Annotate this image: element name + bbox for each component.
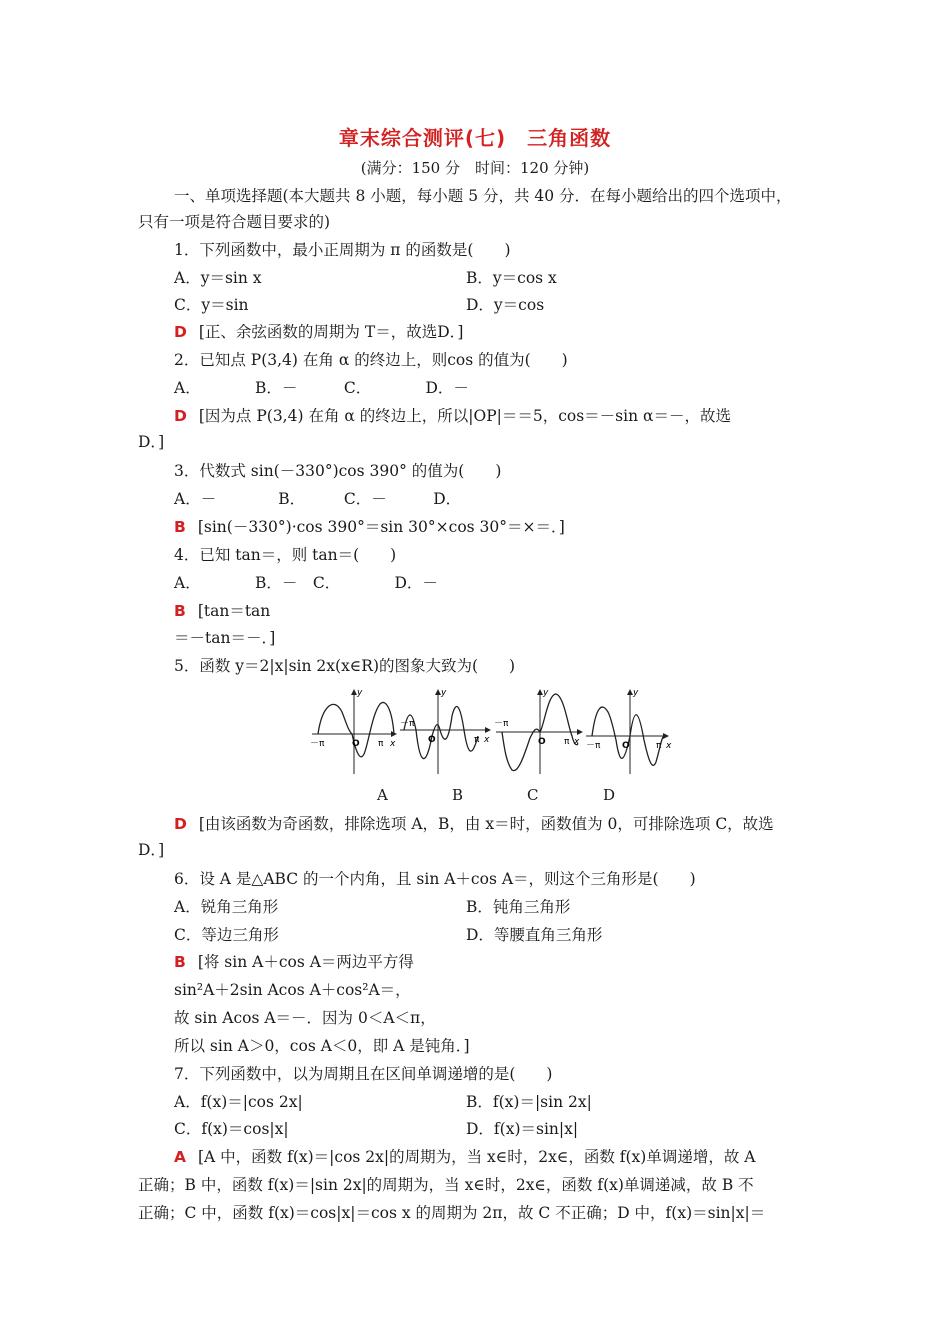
q4-answer	[174, 601, 270, 621]
q1-stem: 1．下列函数中，最小正周期为 π 的函数是( )	[174, 241, 511, 259]
q5-answer-letter: D	[174, 815, 187, 833]
q5-b-y-label: y	[441, 688, 447, 698]
q6-option-c: C．等边三角形	[174, 926, 279, 944]
q5-answer	[174, 814, 774, 834]
doc-subtitle: (满分：150 分 时间：120 分钟)	[360, 159, 590, 177]
q4-explanation: [tan＝tan	[197, 602, 271, 620]
q5-graph-c	[494, 688, 582, 774]
q5-a-pi-label: π	[378, 739, 384, 749]
q5-b-neg-pi-label: －π	[400, 719, 415, 729]
q5-a-neg-pi-label: －π	[310, 739, 325, 749]
q6-option-a: A．锐角三角形	[174, 898, 279, 916]
q5-graph-options-figure	[308, 686, 680, 776]
q5-caption-c: C	[527, 786, 539, 804]
q7-option-c: C．f(x)＝cos|x|	[174, 1120, 289, 1138]
q7-answer	[174, 1147, 755, 1167]
q5-c-pi-label: π	[564, 737, 570, 747]
q7-explanation-line3: 正确；C 中，函数 f(x)＝cos|x|＝cos x 的周期为 2π，故 C 不正确；D 中，f(x)＝sin|x|＝	[138, 1204, 766, 1222]
q4-stem: 4．已知 tan＝，则 tan＝( )	[174, 546, 397, 564]
q6-explanation-line3: 故 sin Acos A＝－．因为 0＜A＜π，	[174, 1009, 436, 1027]
q3-answer	[174, 517, 565, 537]
q7-option-a: A．f(x)＝|cos 2x|	[174, 1093, 303, 1111]
q6-explanation: [将 sin A＋cos A＝两边平方得	[197, 953, 414, 971]
q1-answer	[174, 322, 463, 342]
q1-explanation: [正、余弦函数的周期为 T＝，故选D．]	[198, 323, 464, 341]
q1-answer-letter: D	[174, 323, 187, 341]
q7-answer-letter: A	[174, 1148, 186, 1166]
q1-option-c: C．y＝sin	[174, 296, 249, 314]
q6-explanation-line4: 所以 sin A＞0，cos A＜0，即 A 是钝角．]	[174, 1037, 470, 1055]
q2-explanation-cont: D．]	[138, 433, 165, 451]
q5-graph-a	[310, 688, 396, 774]
q6-option-d: D．等腰直角三角形	[466, 926, 603, 944]
q1-option-b: B．y＝cos x	[466, 269, 557, 287]
q7-option-d: D．f(x)＝sin|x|	[466, 1120, 579, 1138]
q6-answer	[174, 952, 414, 972]
q1-option-a: A．y＝sin x	[174, 269, 262, 287]
q5-explanation-cont: D．]	[138, 841, 165, 859]
q3-answer-letter: B	[174, 518, 186, 536]
q5-b-x-label: x	[484, 735, 490, 745]
q2-answer	[174, 406, 731, 426]
q5-d-origin-label: O	[622, 741, 630, 751]
q5-c-x-label: x	[574, 737, 580, 747]
q4-explanation-cont: ＝－tan＝－．]	[174, 629, 276, 647]
q2-answer-letter: D	[174, 407, 187, 425]
q5-stem: 5．函数 y＝2|x|sin 2x(x∈R)的图象大致为( )	[174, 657, 516, 675]
q2-explanation: [因为点 P(3,4) 在角 α 的终边上，所以|OP|＝＝5，cos＝－sin α＝－，故选	[198, 407, 731, 425]
q5-c-origin-label: O	[538, 737, 546, 747]
q1-option-d: D．y＝cos	[466, 296, 545, 314]
q2-stem: 2．已知点 P(3,4) 在角 α 的终边上，则cos 的值为( )	[174, 351, 568, 369]
q6-stem: 6．设 A 是△ABC 的一个内角，且 sin A＋cos A＝，则这个三角形是( )	[174, 870, 696, 888]
q5-graph-d	[586, 688, 672, 774]
doc-title: 章末综合测评(七) 三角函数	[338, 126, 612, 150]
q7-stem: 7．下列函数中，以为周期且在区间单调递增的是( )	[174, 1065, 553, 1083]
q6-answer-letter: B	[174, 953, 186, 971]
q4-options: A． B．－ C． D．－	[174, 574, 438, 592]
q5-a-x-label: x	[390, 739, 396, 749]
q3-options: A．－ B． C．－ D．	[174, 490, 462, 508]
q5-c-y-label: y	[543, 688, 549, 698]
q7-explanation-line2: 正确；B 中，函数 f(x)＝|sin 2x|的周期为，当 x∈时，2x∈，函数 f(x)单调递减，故 B 不	[138, 1176, 754, 1194]
q5-d-neg-pi-label: －π	[586, 741, 601, 751]
q6-explanation-line2: sin²A＋2sin Acos A＋cos²A＝，	[174, 981, 411, 999]
q3-stem: 3．代数式 sin(－330°)cos 390° 的值为( )	[174, 462, 502, 480]
section-heading-line2: 只有一项是符合题目要求的)	[138, 213, 331, 231]
q5-b-pi-label: π	[474, 735, 480, 745]
q7-option-b: B．f(x)＝|sin 2x|	[466, 1093, 592, 1111]
q5-d-x-label: x	[666, 741, 672, 751]
q2-options: A． B．－ C． D．－	[174, 379, 469, 397]
q5-explanation: [由该函数为奇函数，排除选项 A，B，由 x＝时，函数值为 0，可排除选项 C，故选	[198, 815, 774, 833]
q7-explanation: [A 中，函数 f(x)＝|cos 2x|的周期为，当 x∈时，2x∈，函数 f(x)单调递增，故 A	[198, 1148, 756, 1166]
q5-caption-a: A	[377, 786, 388, 804]
q3-explanation: [sin(－330°)·cos 390°＝sin 30°×cos 30°＝×＝．]	[197, 518, 565, 536]
q4-answer-letter: B	[174, 602, 186, 620]
q6-option-b: B．钝角三角形	[466, 898, 571, 916]
q5-d-pi-label: π	[656, 741, 662, 751]
q5-b-origin-label: O	[428, 735, 436, 745]
q5-graph-b	[400, 688, 490, 774]
q5-caption-d: D	[603, 786, 616, 804]
q5-c-neg-pi-label: －π	[494, 719, 509, 729]
q5-d-y-label: y	[633, 688, 639, 698]
q5-caption-b: B	[452, 786, 464, 804]
q5-a-y-label: y	[357, 688, 363, 698]
q5-a-origin-label: O	[352, 739, 360, 749]
section-heading-line1: 一、单项选择题(本大题共 8 小题，每小题 5 分，共 40 分．在每小题给出的四个选项中，	[174, 187, 792, 205]
